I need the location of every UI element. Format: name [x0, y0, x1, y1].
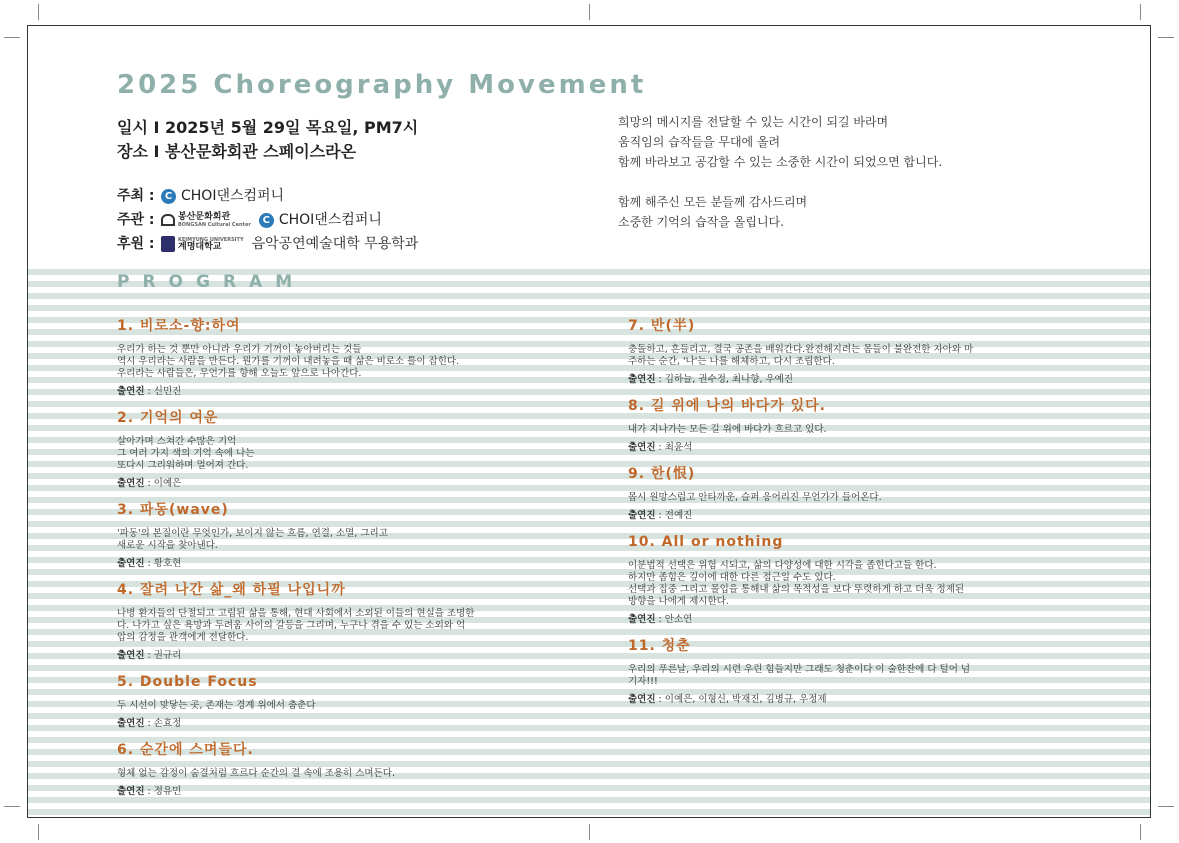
program-column-right	[628, 316, 1073, 716]
program-item-desc: 형체 없는 감정이 숨결처럼 흐르다 순간의 결 속에 조용히 스며든다.	[117, 768, 395, 779]
program-item	[117, 316, 562, 398]
program-item-cast: 출연진 : 이예은	[117, 478, 182, 489]
program-item	[628, 636, 1073, 706]
cast-names: 권규리	[153, 650, 182, 661]
program-item-cast: 출연진 : 황호현	[117, 558, 182, 569]
program-item	[117, 408, 562, 490]
cast-label: 출연진	[628, 442, 656, 453]
program-item-cast: 출연진 : 신민진	[117, 386, 182, 397]
event-info	[117, 116, 418, 164]
program-item-desc: '파동'의 본질이란 무엇인가, 보이지 않는 흐름, 연결, 소멸, 그리고 새로운 시작을 찾아낸다.	[117, 528, 388, 551]
sponsor-host	[117, 184, 418, 208]
cast-label: 출연진	[117, 386, 145, 397]
program-item-title: 11. 청춘	[628, 638, 691, 654]
program-column-left	[117, 316, 562, 808]
crop-mark	[1158, 37, 1174, 38]
program-item	[117, 740, 562, 798]
cast-label: 출연진	[628, 510, 656, 521]
program-item	[117, 500, 562, 570]
brochure-page	[27, 25, 1151, 818]
program-item-title: 2. 기억의 여운	[117, 410, 219, 426]
crop-mark	[1158, 806, 1174, 807]
cast-names: 황호현	[153, 558, 182, 569]
program-item-title: 6. 순간에 스며들다.	[117, 742, 254, 758]
event-date: 일시 I 2025년 5월 29일 목요일, PM7시	[117, 118, 419, 137]
program-item-title: 5. Double Focus	[117, 674, 258, 690]
intro-line: 움직임의 습작들을 무대에 올려	[618, 135, 781, 149]
sponsor-label: 후원 :	[117, 236, 155, 252]
bongsan-logo-icon	[161, 214, 175, 226]
kmu-logo-name: 계명대학교	[178, 241, 222, 252]
cast-names: 최윤석	[664, 442, 693, 453]
program-item-desc: 내가 지나가는 모든 길 위에 바다가 흐르고 있다.	[628, 424, 827, 435]
sponsor-support	[117, 232, 418, 256]
choi-logo-icon: C	[161, 189, 176, 204]
intro-line: 함께 해주신 모든 분들께 감사드리며	[618, 195, 808, 209]
program-item-cast: 출연진 : 김하늘, 권수정, 최나향, 우예진	[628, 374, 794, 385]
program-item-title: 7. 반(半)	[628, 318, 696, 334]
cast-label: 출연진	[628, 614, 656, 625]
crop-mark	[4, 806, 20, 807]
program-item	[117, 672, 562, 730]
program-item-cast: 출연진 : 전예진	[628, 510, 693, 521]
event-venue: 장소 I 봉산문화회관 스페이스라온	[117, 142, 357, 161]
crop-mark	[4, 37, 20, 38]
cast-label: 출연진	[117, 650, 145, 661]
program-item-cast: 출연진 : 정유민	[117, 786, 182, 797]
crop-mark	[1140, 4, 1141, 20]
crop-mark	[38, 4, 39, 20]
cast-names: 정유민	[153, 786, 182, 797]
cast-label: 출연진	[628, 374, 656, 385]
crop-mark	[589, 824, 590, 840]
crop-mark	[589, 4, 590, 20]
program-item-title: 8. 길 위에 나의 바다가 있다.	[628, 398, 826, 414]
program-item-desc: 나병 환자들의 단절되고 고립된 삶을 통해, 현대 사회에서 소외된 이들의 현실을 조명한 다. 나가고 싶은 욕망과 두려움 사이의 갈등을 그리며, 누구나 겪을 수 있는 소외와 억 압의 감정을 관객에게 전달한다.	[117, 608, 475, 643]
program-item	[628, 396, 1073, 454]
cast-names: 이예은	[153, 478, 182, 489]
cast-names: 안소연	[664, 614, 693, 625]
program-item	[117, 580, 562, 662]
program-item-title: 10. All or nothing	[628, 534, 784, 550]
program-item	[628, 532, 1073, 626]
program-item-title: 3. 파동(wave)	[117, 502, 229, 518]
sponsor-dept: 음악공연예술대학 무용학과	[251, 236, 419, 252]
program-item	[628, 464, 1073, 522]
cast-names: 이예은, 이형신, 박재진, 김병규, 우정제	[664, 694, 827, 705]
cast-label: 출연진	[117, 558, 145, 569]
cast-names: 전예진	[664, 510, 693, 521]
page-title: 2025 Choreography Movement	[117, 70, 647, 100]
program-item-desc: 두 시선이 맞닿는 곳, 존재는 경계 위에서 춤춘다	[117, 700, 316, 711]
kmu-logo-sub: KEIMYUNG UNIVERSITY	[178, 236, 244, 243]
cast-label: 출연진	[117, 478, 145, 489]
program-item-desc: 이분법적 선택은 위험 시되고, 삶의 다양성에 대한 시각을 좁힌다고들 한다. 하지만 좁힘은 깊이에 대한 다른 접근일 수도 있다. 선택과 집중 그리고 몰입을 통해내 삶의 목적성을 보다 뚜렷하게 하고 더욱 정제된 방향을 나에게 제시한다.	[628, 560, 965, 607]
kmu-seal-icon	[161, 236, 175, 252]
bongsan-logo-name: 봉산문화회관	[178, 211, 231, 222]
sponsor-label: 주관 :	[117, 212, 155, 228]
kmu-logo	[161, 236, 244, 252]
intro-line: 소중한 기억의 습작을 올립니다.	[618, 215, 784, 229]
program-item-desc: 몹시 원망스럽고 안타까운, 슬퍼 응어리진 무언가가 들어온다.	[628, 492, 882, 503]
sponsor-list	[117, 184, 418, 256]
cast-names: 신민진	[153, 386, 182, 397]
program-item-cast: 출연진 : 손효정	[117, 718, 182, 729]
crop-mark	[38, 824, 39, 840]
program-item-title: 4. 잘려 나간 삶_왜 하필 나입니까	[117, 582, 346, 598]
cast-label: 출연진	[117, 786, 145, 797]
sponsor-org: CHOI댄스컴퍼니	[181, 188, 285, 204]
program-item-cast: 출연진 : 안소연	[628, 614, 693, 625]
program-item-cast: 출연진 : 권규리	[117, 650, 182, 661]
program-item-title: 1. 비로소-향:하여	[117, 318, 241, 334]
bongsan-logo-sub: BONGSAN Cultural Center	[178, 221, 251, 228]
intro-line	[618, 172, 942, 192]
program-item-desc: 살아가며 스쳐간 수많은 기억 그 여러 가지 색의 기억 속에 나는 또다시 그리워하며 멀어져 간다.	[117, 436, 255, 471]
program-item-cast: 출연진 : 최윤석	[628, 442, 693, 453]
intro-line: 희망의 메시지를 전달할 수 있는 시간이 되길 바라며	[618, 115, 889, 129]
sponsor-organizer	[117, 208, 418, 232]
program-heading: PROGRAM	[117, 272, 306, 292]
program-item-desc: 우리의 푸른날, 우리의 시련 우린 힘들지만 그래도 청춘이다 이 술한잔에 다 털어 넘 기자!!!	[628, 664, 971, 687]
program-item-desc: 충돌하고, 흔들리고, 결국 공존을 배워간다.완전해지려는 몸들이 불완전한 자아와 마 주하는 순간, '나'는 나를 해체하고, 다시 조립한다.	[628, 344, 974, 367]
choi-logo-icon: C	[259, 213, 274, 228]
intro-text	[618, 112, 942, 232]
program-item-title: 9. 한(恨)	[628, 466, 696, 482]
bongsan-logo	[161, 213, 251, 228]
crop-mark	[1140, 824, 1141, 840]
program-item-cast: 출연진 : 이예은, 이형신, 박재진, 김병규, 우정제	[628, 694, 827, 705]
program-item-desc: 우리가 하는 것 뿐만 아니라 우리가 기꺼이 놓아버리는 것들 역시 우리라는 사람을 만든다. 뭔가를 기꺼이 내려놓을 때 삶은 비로소 틀이 잡힌다. 우리라는 사람들은, 무언가를 향해 오늘도 앞으로 나아간다.	[117, 344, 460, 379]
sponsor-label: 주최 :	[117, 188, 155, 204]
cast-label: 출연진	[117, 718, 145, 729]
cast-label: 출연진	[628, 694, 656, 705]
cast-names: 손효정	[153, 718, 182, 729]
intro-line: 함께 바라보고 공감할 수 있는 소중한 시간이 되었으면 합니다.	[618, 155, 943, 169]
program-item	[628, 316, 1073, 386]
sponsor-org: CHOI댄스컴퍼니	[278, 212, 382, 228]
cast-names: 김하늘, 권수정, 최나향, 우예진	[664, 374, 794, 385]
